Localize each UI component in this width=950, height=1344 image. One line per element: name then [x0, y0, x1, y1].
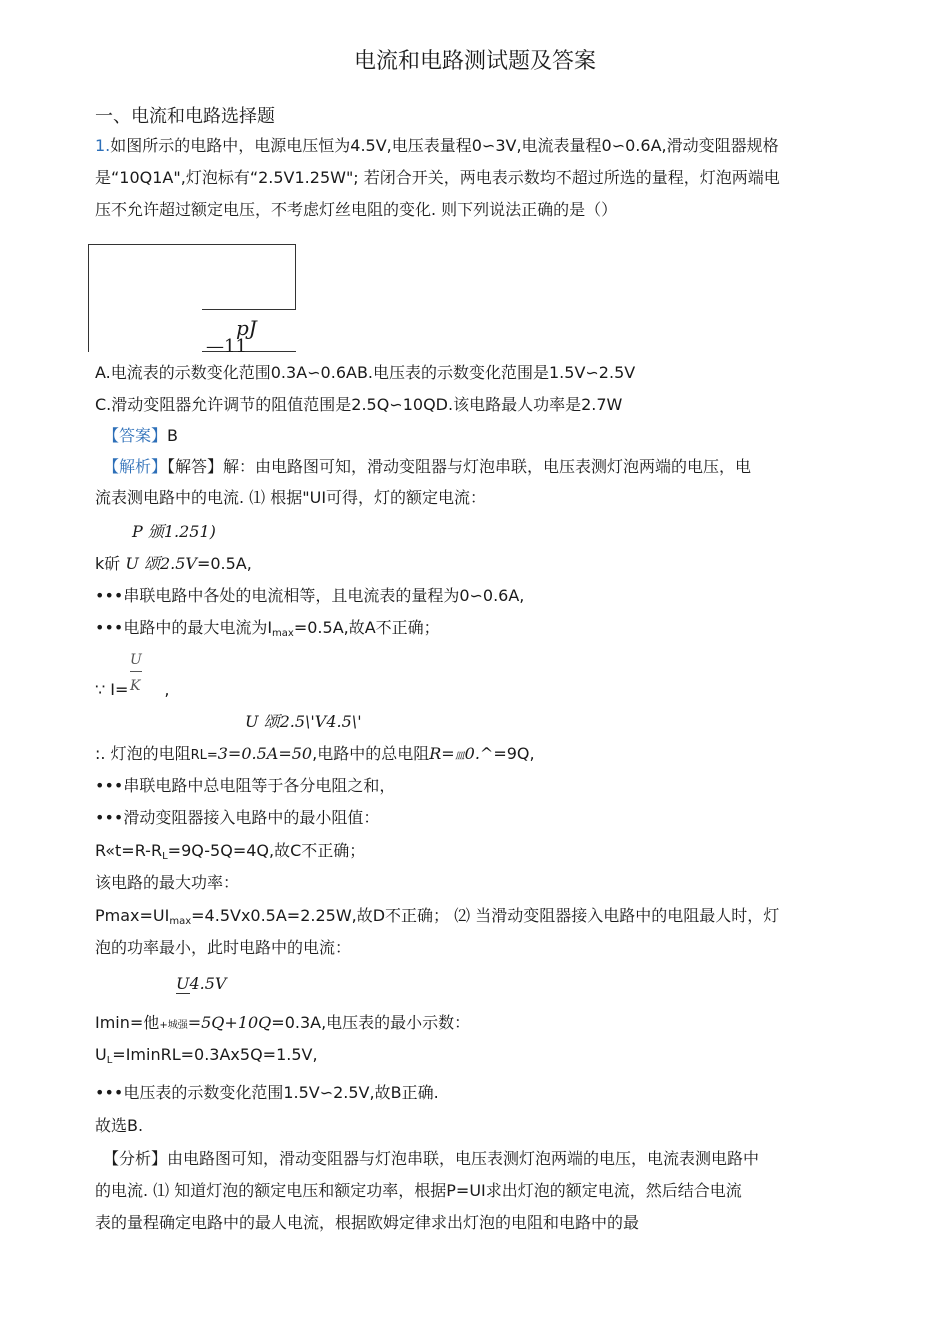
formula-u-underline	[176, 993, 190, 994]
formula-u-45: U4.5V	[176, 974, 227, 993]
min-resistance-text: R«t=R-R	[95, 841, 163, 860]
analysis-line-13: 该电路的最大功率：	[95, 873, 240, 892]
analysis-line-20: 故选B.	[95, 1116, 144, 1135]
total-resistance-result: =9Q,	[493, 744, 535, 763]
min-current-sub: +城强	[159, 1020, 188, 1031]
formula-voltages: U 颂2.5\'V4.5\'	[245, 712, 362, 731]
subscript-l-2: L	[106, 1055, 113, 1066]
answer-line	[103, 426, 178, 446]
ohms-law-line	[95, 680, 169, 700]
options-cd: C.滑动变阻器允许调节的阻值范围是2.5Q∽10QD.该电路最人功率是2.7W	[95, 395, 623, 414]
formula-power: P 颁1.251)	[132, 522, 216, 541]
analysis-line-11: •••滑动变阻器接入电路中的最小阻值：	[95, 808, 380, 827]
analysis-line-6	[95, 618, 440, 644]
page-title: 电流和电路测试题及答案	[353, 49, 596, 74]
analysis-line-18	[95, 1045, 318, 1071]
circuit-diagram	[88, 244, 298, 356]
analysis-line-10: •••串联电路中总电阻等于各分电阻之和，	[95, 776, 396, 795]
question-text-1: 如图所示的电路中，电源电压恒为4.5V,电压表量程0∽3V,电流表量程0∽0.6A,滑动变阻器规格	[110, 136, 779, 155]
fraction-bar	[130, 671, 142, 672]
total-resistance-expr: 0.^	[464, 744, 494, 763]
figure-label-11: —11	[206, 336, 247, 357]
analysis-line-17	[95, 1013, 470, 1036]
formula-current	[95, 554, 252, 574]
analysis-tag: 【解析】	[103, 457, 168, 476]
max-power-result: =4.5Vx0.5A=2.25W,故D不正确； ⑵ 当滑动变阻器接入电路中的电阻最人时，灯	[191, 906, 780, 925]
subscript-max: max	[272, 628, 294, 639]
summary-line-1: 【分析】由电路图可知，滑动变阻器与灯泡串联，电压表测灯泡两端的电压，电流表测电路中	[103, 1149, 760, 1168]
analysis-line-15: 泡的功率最小，此时电路中的电流：	[95, 938, 352, 957]
resistance-expr: 3=0.5A=50	[217, 744, 313, 763]
min-resistance-result: =9Q-5Q=4Q,故C不正确；	[167, 841, 366, 860]
analysis-line-14	[95, 906, 779, 932]
min-current-expr: =5Q+10Q	[187, 1013, 272, 1032]
analysis-line-1	[103, 457, 751, 477]
analysis-line-2: 流表测电路中的电流. ⑴ 根据"UI可得，灯的额定电流：	[95, 488, 487, 507]
ohms-law-comma: ,	[164, 680, 170, 699]
analysis-line-5: •••串联电路中各处的电流相等，且电流表的量程为0∽0.6A,	[95, 586, 525, 605]
question-line-3: 压不允许超过额定电压，不考虑灯丝电阻的变化. 则下列说法正确的是（）	[95, 200, 618, 219]
analysis-text-1: 【解答】解：由电路图可知，滑动变阻器与灯泡串联，电压表测灯泡两端的电压，电	[167, 457, 752, 476]
figure-label-pj: pJ	[236, 316, 257, 340]
summary-line-3: 表的量程确定电路中的最人电流，根据欧姆定律求出灯泡的电阻和电路中的最	[95, 1213, 640, 1232]
formula-current-expr: U 颂2.5V	[125, 554, 197, 573]
formula-current-result: =0.5A,	[196, 554, 252, 573]
answer-value: B	[167, 426, 178, 445]
summary-line-2: 的电流. ⑴ 知道灯泡的额定电压和额定功率，根据P=UI求出灯泡的额定电流，然后结合电流	[95, 1181, 742, 1200]
min-voltage-result: =IminRL=0.3Ax5Q=1.5V,	[112, 1045, 318, 1064]
analysis-text-6b: =0.5A,故A不正确；	[293, 618, 440, 637]
analysis-line-12	[95, 841, 365, 867]
max-power-text: Pmax=UI	[95, 906, 170, 925]
total-resistance-sub: 皿	[454, 751, 465, 762]
min-voltage-symbol: U	[95, 1045, 107, 1064]
min-current-result: =0.3A,电压表的最小示数：	[271, 1013, 471, 1032]
fraction-numerator: U	[130, 652, 142, 668]
question-line-1	[95, 136, 779, 156]
circuit-figure	[88, 244, 298, 356]
subscript-max-2: max	[169, 916, 192, 927]
question-line-2: 是“10Q1A",灯泡标有“2.5V1.25W"; 若闭合开关，两电表示数均不超过所选的量程，灯泡两端电	[95, 168, 780, 187]
ohms-law-text: ∵ I=	[95, 680, 129, 699]
options-ab: A.电流表的示数变化范围0.3A∽0.6AB.电压表的示数变化范围是1.5V∽2.5V	[95, 363, 636, 382]
section-heading: 一、电流和电路选择题	[95, 106, 275, 127]
answer-tag: 【答案】	[103, 426, 168, 445]
analysis-line-9	[95, 744, 535, 767]
subscript-l: L	[162, 851, 168, 862]
formula-current-prefix: k斫	[95, 554, 121, 573]
resistance-text: :. 灯泡的电阻	[95, 744, 191, 763]
resistance-symbol: RL=	[190, 748, 218, 763]
total-resistance-text: ,电路中的总电阻	[312, 744, 430, 763]
question-number: 1.	[95, 136, 111, 155]
fraction-denominator: K	[130, 678, 141, 694]
min-current-text: Imin=他	[95, 1013, 160, 1032]
analysis-text-6a: •••电路中的最大电流为I	[95, 618, 273, 637]
total-resistance-symbol: R=	[429, 744, 455, 763]
analysis-line-19: •••电压表的示数变化范围1.5V∽2.5V,故B正确.	[95, 1083, 439, 1102]
